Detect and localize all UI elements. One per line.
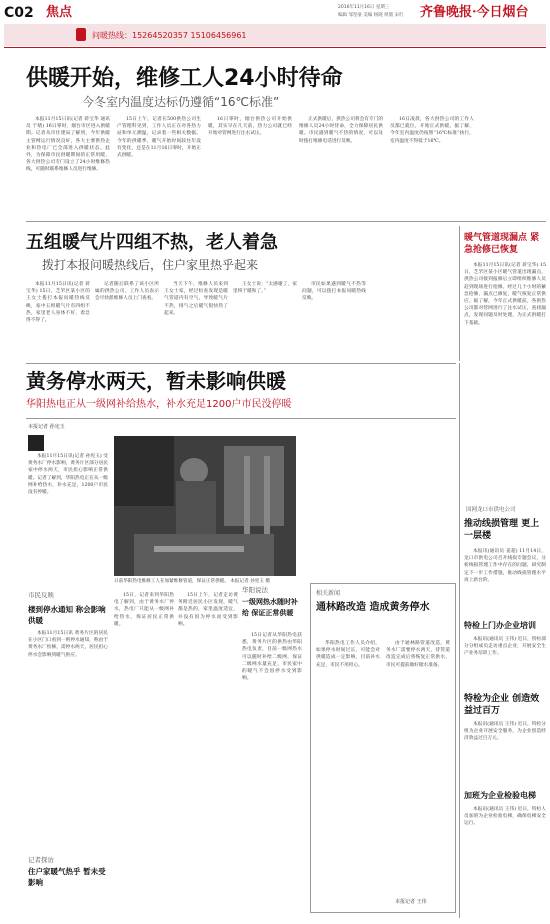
sub-mid-title: 一级网热水随时补给 保证正常供暖: [242, 598, 298, 617]
phone-icon: [76, 28, 86, 41]
related-text: 由于通林路管道改造，黄务水厂需要停水两天，待管道改造完成后将恢复正常供水，市民可提前做好储水准备。: [386, 641, 450, 668]
story2-subheadline: 拨打本报问暖热线后，住户家里热乎起来: [42, 258, 259, 272]
sub-left2-title: 住户家暖气热乎 暂未受影响: [28, 867, 106, 887]
right-h3: 特检上门办企业培训: [464, 621, 536, 630]
lead-rule: [26, 221, 546, 222]
main-subheadline: 华阳热电正从一级网补给热水，补水充足1200户市民没停暖: [26, 399, 292, 410]
story2-col-1: 本报11月15日讯(记者 蒋宝华) 15日，芝罘区某小区的王女士拨打本报问暖热线反映，家中五组暖气片有四组不热，家里老人身体不好，着急得不得了。: [26, 282, 90, 324]
sub-left2-kicker: 记者探访: [28, 856, 54, 864]
lead-headline: 供暖开始，维修工人24小时待命: [26, 66, 343, 91]
main-photo: [114, 436, 296, 576]
story2-col-2: 记者随后联系了该小区所属的供热公司，工作人员表示会尽快派维修人员上门查看。: [95, 282, 159, 302]
right-t5: 本报讯(通讯员 王伟) 近日，特检人员加班为企业检验电梯，确保电梯安全运行。: [464, 807, 546, 827]
related-signoff: 本报记者 王伟: [395, 899, 427, 905]
intro-drop-block: [28, 435, 44, 451]
sub-mid-kicker: 华阳说法: [242, 586, 268, 594]
header-rule: [4, 47, 546, 48]
right-t3: 本报讯(通讯员 王伟) 近日，特检部分分组成员走访重点企业，开展安全生产业务培训工作。: [464, 637, 546, 657]
sub-left-kicker: 市民反映: [28, 592, 54, 599]
story2-col-4: 王女士说：“太感谢了，家里终于暖和了。”: [233, 282, 297, 295]
main-col-2: 15日，记者来到华阳热电了解到，由于黄务水厂停水，热电厂只能从一级网补给热水，保证居民正常供暖。: [114, 593, 174, 627]
story2-col-3: 当天下午，维修人员来到王女士家，经过检查发现是暖气管道内有空气，导致暖气片不热，排气之后暖气很快热了起来。: [164, 282, 228, 316]
main-top-rule: [26, 363, 456, 364]
main-col-3: 15日上午，记者走访黄务附近居民小区发现，暖气都是热的，家里温度适宜，并没有因为停水而受到影响。: [178, 593, 238, 627]
story2-vrule: [459, 226, 460, 361]
lead-col-4: 正式供暖后，供热公司将会有专门的维修人员24小时待命，全力保障居民供暖。市民遇到暖气不热的情况，可以及时拨打维修电话进行反映。: [299, 117, 383, 144]
page-code: C02: [4, 5, 34, 21]
sub-mid-text: 15日记者从华阳热电获悉，黄务片区的供热由华阳热电负责，目前一级网热水可以随时补给二级网，保证二级网水量充足，市民家中的暖气不会因停水受到影响。: [242, 633, 302, 682]
related-title: 通林路改造 造成黄务停水: [316, 602, 430, 613]
right-h5: 加班为企业检验电梯: [464, 791, 536, 800]
story2-headline: 五组暖气片四组不热，老人着急: [26, 232, 278, 253]
story2-col-5: 市民如果遇到暖气不热等问题，可以拨打本报问暖热线反映。: [302, 282, 366, 302]
lead-subheadline: 今冬室内温度达标仍遵循“16℃标准”: [82, 95, 280, 109]
photo-caption: 日前华阳热电维修工人在加紧维修管道，保证正常供暖。 本报记者 孙宪玉 摄: [114, 579, 270, 584]
sidebar-text: 本报11月15日讯(记者 蒋宝华) 15日，芝罘区某小区暖气管道出现漏点，供热公司接到报修后立即组织维修人员赶到现场进行抢修。经过几个小时的紧急抢修，漏点已修复，暖气恢复正常供应。据了解，今年正式供暖前，各供热公司都对管网进行了注水试压，查找漏点，发现问题及时处理，为正式供暖打下基础。: [464, 263, 546, 326]
right-t4: 本报讯(通讯员 王伟) 近日，特检分组为企业开展安全服务，为企业创造经济效益过百万元。: [464, 722, 546, 742]
editors-line: 编辑 邹坚豪 美编 杨晓 组版 宋红: [338, 13, 404, 18]
lead-col-2: 15日上午，记者在500供热公司生产管理科见到，工作人员正在对各热力站和单元测温，记录着一些相关数据。今年的供暖季，暖气开始时间较往年没有变化，还是在11月16日零时，开始正式供暖。: [117, 117, 201, 159]
section-label: 焦点: [46, 5, 73, 20]
lead-col-3: 16日零时，烟台供热公司开始供暖，其实早在几天前，热力公司就已经开始对管网进行注水试压。: [208, 117, 292, 137]
right-unit: 国网龙口市供电公司: [466, 507, 516, 513]
main-col-4: 华阳热电工作人员介绍，如果停水时间过长，可能会对供暖造成一定影响，目前补水充足，市民不用担心。: [316, 641, 380, 668]
hotline-text: 问暖热线：15264520357 15106456961: [92, 31, 247, 40]
right-h4: 特检为企业 创造效益过百万: [464, 694, 540, 716]
main-headline: 黄务停水两天，暂未影响供暖: [26, 369, 286, 393]
main-col-1: 本报11月15日讯(记者 孙宪玉) 受黄务水厂停水影响，黄务片区部分居民家中停水两天，市民担心影响正常供暖。记者了解到，华阳热电正在从一级网补给热水，补水充足，1200户市民没有停暖。: [28, 454, 108, 496]
related-kicker: 相关新闻: [316, 590, 341, 597]
photo-image: [114, 436, 296, 576]
masthead: 齐鲁晚报·今日烟台: [420, 5, 529, 20]
lead-col-5: 16日凌晨，各大供热公司的工作人员都已就位，开始正式供暖。据了解，今年室内温度仍按照“16℃标准”执行，室内温度不得低于16℃。: [390, 117, 474, 144]
main-sub-rule: [26, 418, 456, 419]
lead-col-1: 本报11月15日讯(记者 蒋宝华 通讯员 于婧) 16日零时，烟台市区进入供暖期。记者从市住建局了解到，今年供暖主管网运行情况良好，各大主要供热企业和热电厂已全部进入供暖状态。此外，为保障市民供暖期间的正常用暖，各大供热公司专门设立了24小时维修热线，可随时联系维修人员进行维修。: [26, 117, 110, 173]
main-byline: 本报记者 孙宪玉: [28, 424, 65, 430]
right-vrule: [459, 363, 460, 918]
date-line: 2016年11月16日 星期三: [338, 5, 390, 10]
right-h1: 推动线损管理 更上一层楼: [464, 519, 540, 541]
right-t1: 本报讯(通讯员 姜超) 11月14日，龙口市供电公司召开线损专题会议，分析线损管理工作中存在的问题，研究制定下一步工作措施，推动线损管理水平再上新台阶。: [464, 549, 546, 583]
sidebar-title: 暖气管道现漏点 紧急抢修已恢复: [464, 233, 540, 255]
sub-left-title: 楼到停水通知 称会影响供暖: [28, 605, 106, 625]
sub-left-text: 本报11月15日讯 黄务片区的居民在小区门口看到一则停水通知，称由于黄务水厂检修，需停水两天，居民担心停水会影响到暖气供应。: [28, 631, 108, 658]
